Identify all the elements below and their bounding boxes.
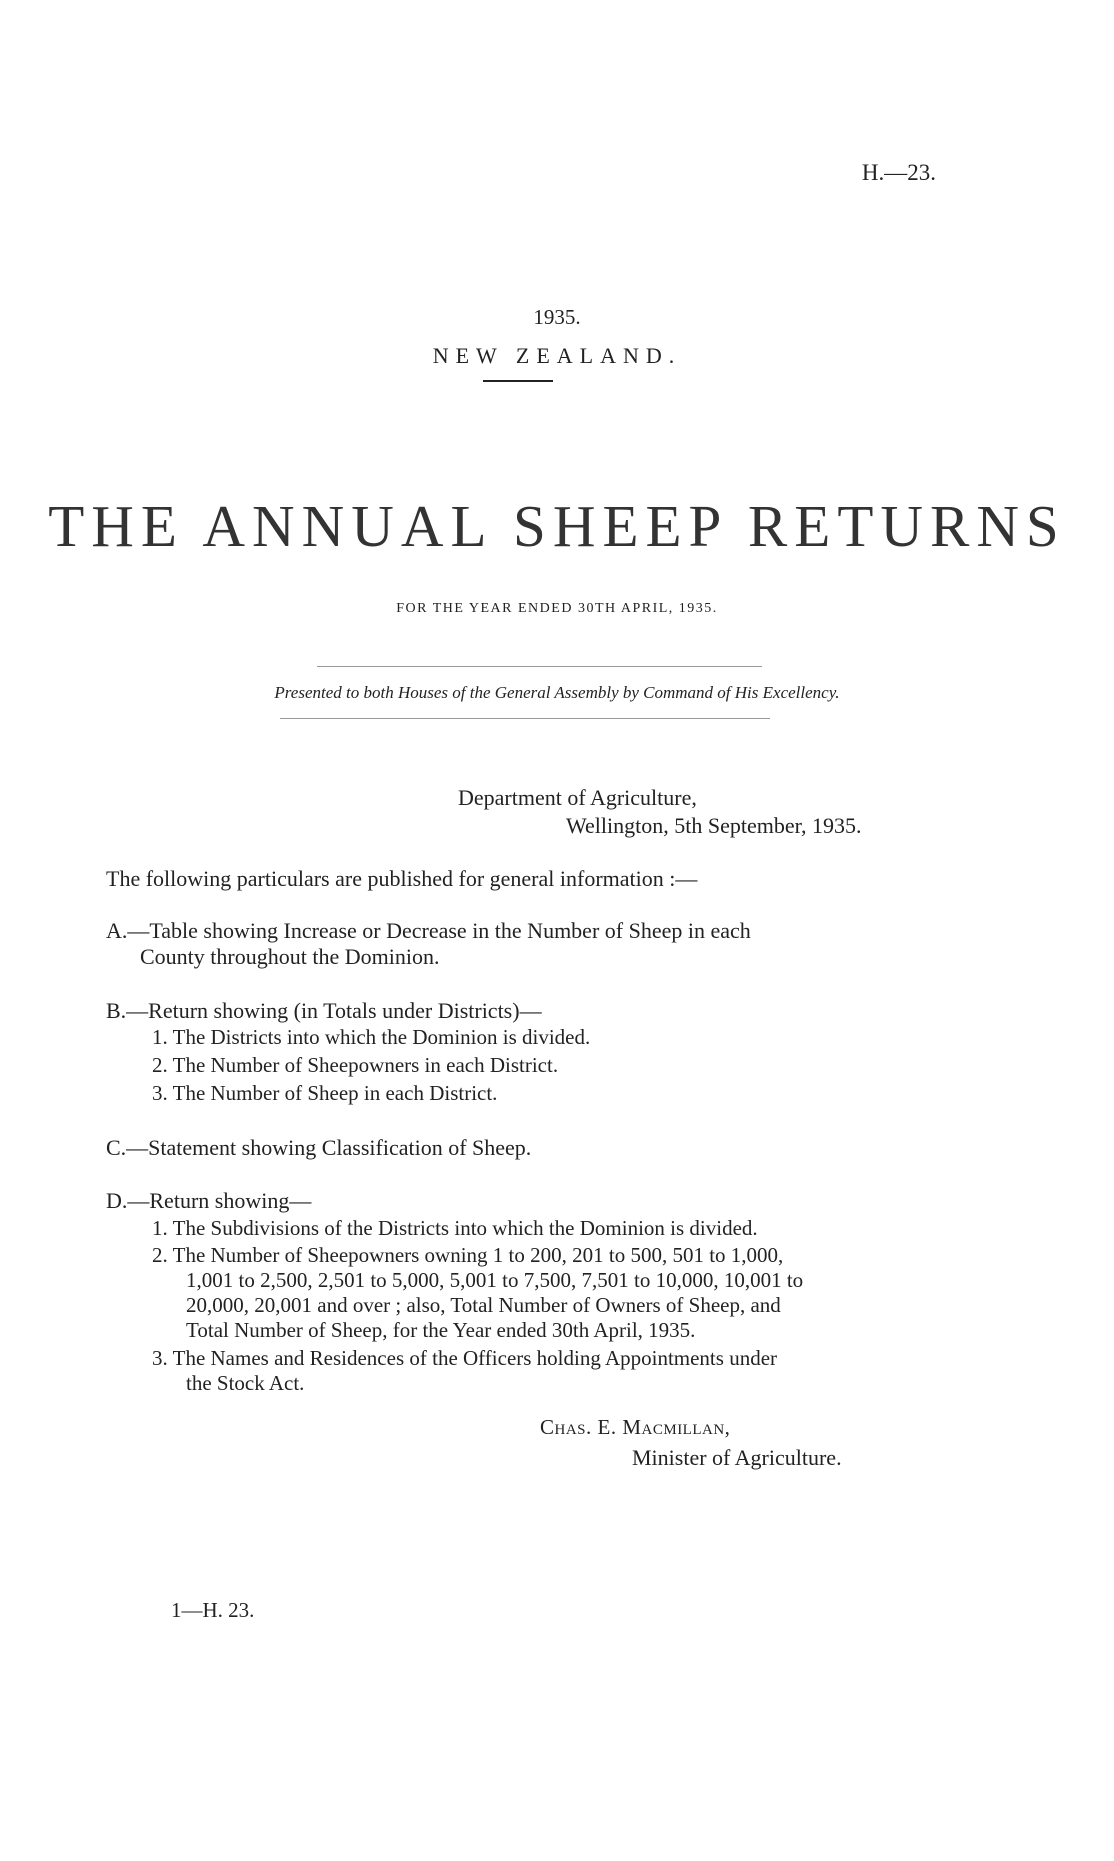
heading-rule [483,380,553,382]
signature-title: Minister of Agriculture. [632,1445,842,1470]
footer-reference: 1—H. 23. [171,1598,255,1622]
country-heading: NEW ZEALAND. [432,343,682,368]
section-b-heading: B.—Return showing (in Totals under Districts)— [106,998,542,1023]
section-d-item-3-line-2: the Stock Act. [186,1371,305,1395]
section-b-item-1: 1. The Districts into which the Dominion is divided. [152,1025,591,1049]
year-heading: 1935. [533,305,581,329]
section-d-item-2-line-1: 2. The Number of Sheepowners owning 1 to 200, 201 to 500, 501 to 1,000, [152,1243,784,1267]
section-d-item-2-line-2: 1,001 to 2,500, 2,501 to 5,000, 5,001 to 7,500, 7,501 to 10,000, 10,001 to [186,1268,804,1292]
presentation-note: Presented to both Houses of the General Assembly by Command of His Excellency. [274,683,840,702]
signature-name: Chas. E. Macmillan, [540,1415,731,1439]
department-line: Department of Agriculture, [458,785,697,810]
intro-paragraph: The following particulars are published for general information :— [106,866,698,891]
section-b-item-2: 2. The Number of Sheepowners in each District. [152,1053,559,1077]
page-title: THE ANNUAL SHEEP RETURNS [48,493,1066,559]
section-a-line-2: County throughout the Dominion. [140,944,440,969]
section-c-heading: C.—Statement showing Classification of Sheep. [106,1135,532,1160]
section-d-heading: D.—Return showing— [106,1188,312,1213]
section-d-item-3-line-1: 3. The Names and Residences of the Officers holding Appointments under [152,1346,778,1370]
section-d-item-1: 1. The Subdivisions of the Districts into which the Dominion is divided. [152,1216,758,1240]
section-b-item-3: 3. The Number of Sheep in each District. [152,1081,498,1105]
page-subtitle: FOR THE YEAR ENDED 30TH APRIL, 1935. [396,601,718,616]
divider-bottom [280,718,770,719]
section-d-item-2-line-3: 20,000, 20,001 and over ; also, Total Number of Owners of Sheep, and [186,1293,781,1317]
section-d-item-2-line-4: Total Number of Sheep, for the Year ended 30th April, 1935. [186,1318,696,1342]
section-a-line-1: A.—Table showing Increase or Decrease in the Number of Sheep in each [106,918,751,943]
document-reference: H.—23. [861,160,936,185]
place-date-line: Wellington, 5th September, 1935. [566,813,862,838]
divider-top [317,666,762,667]
